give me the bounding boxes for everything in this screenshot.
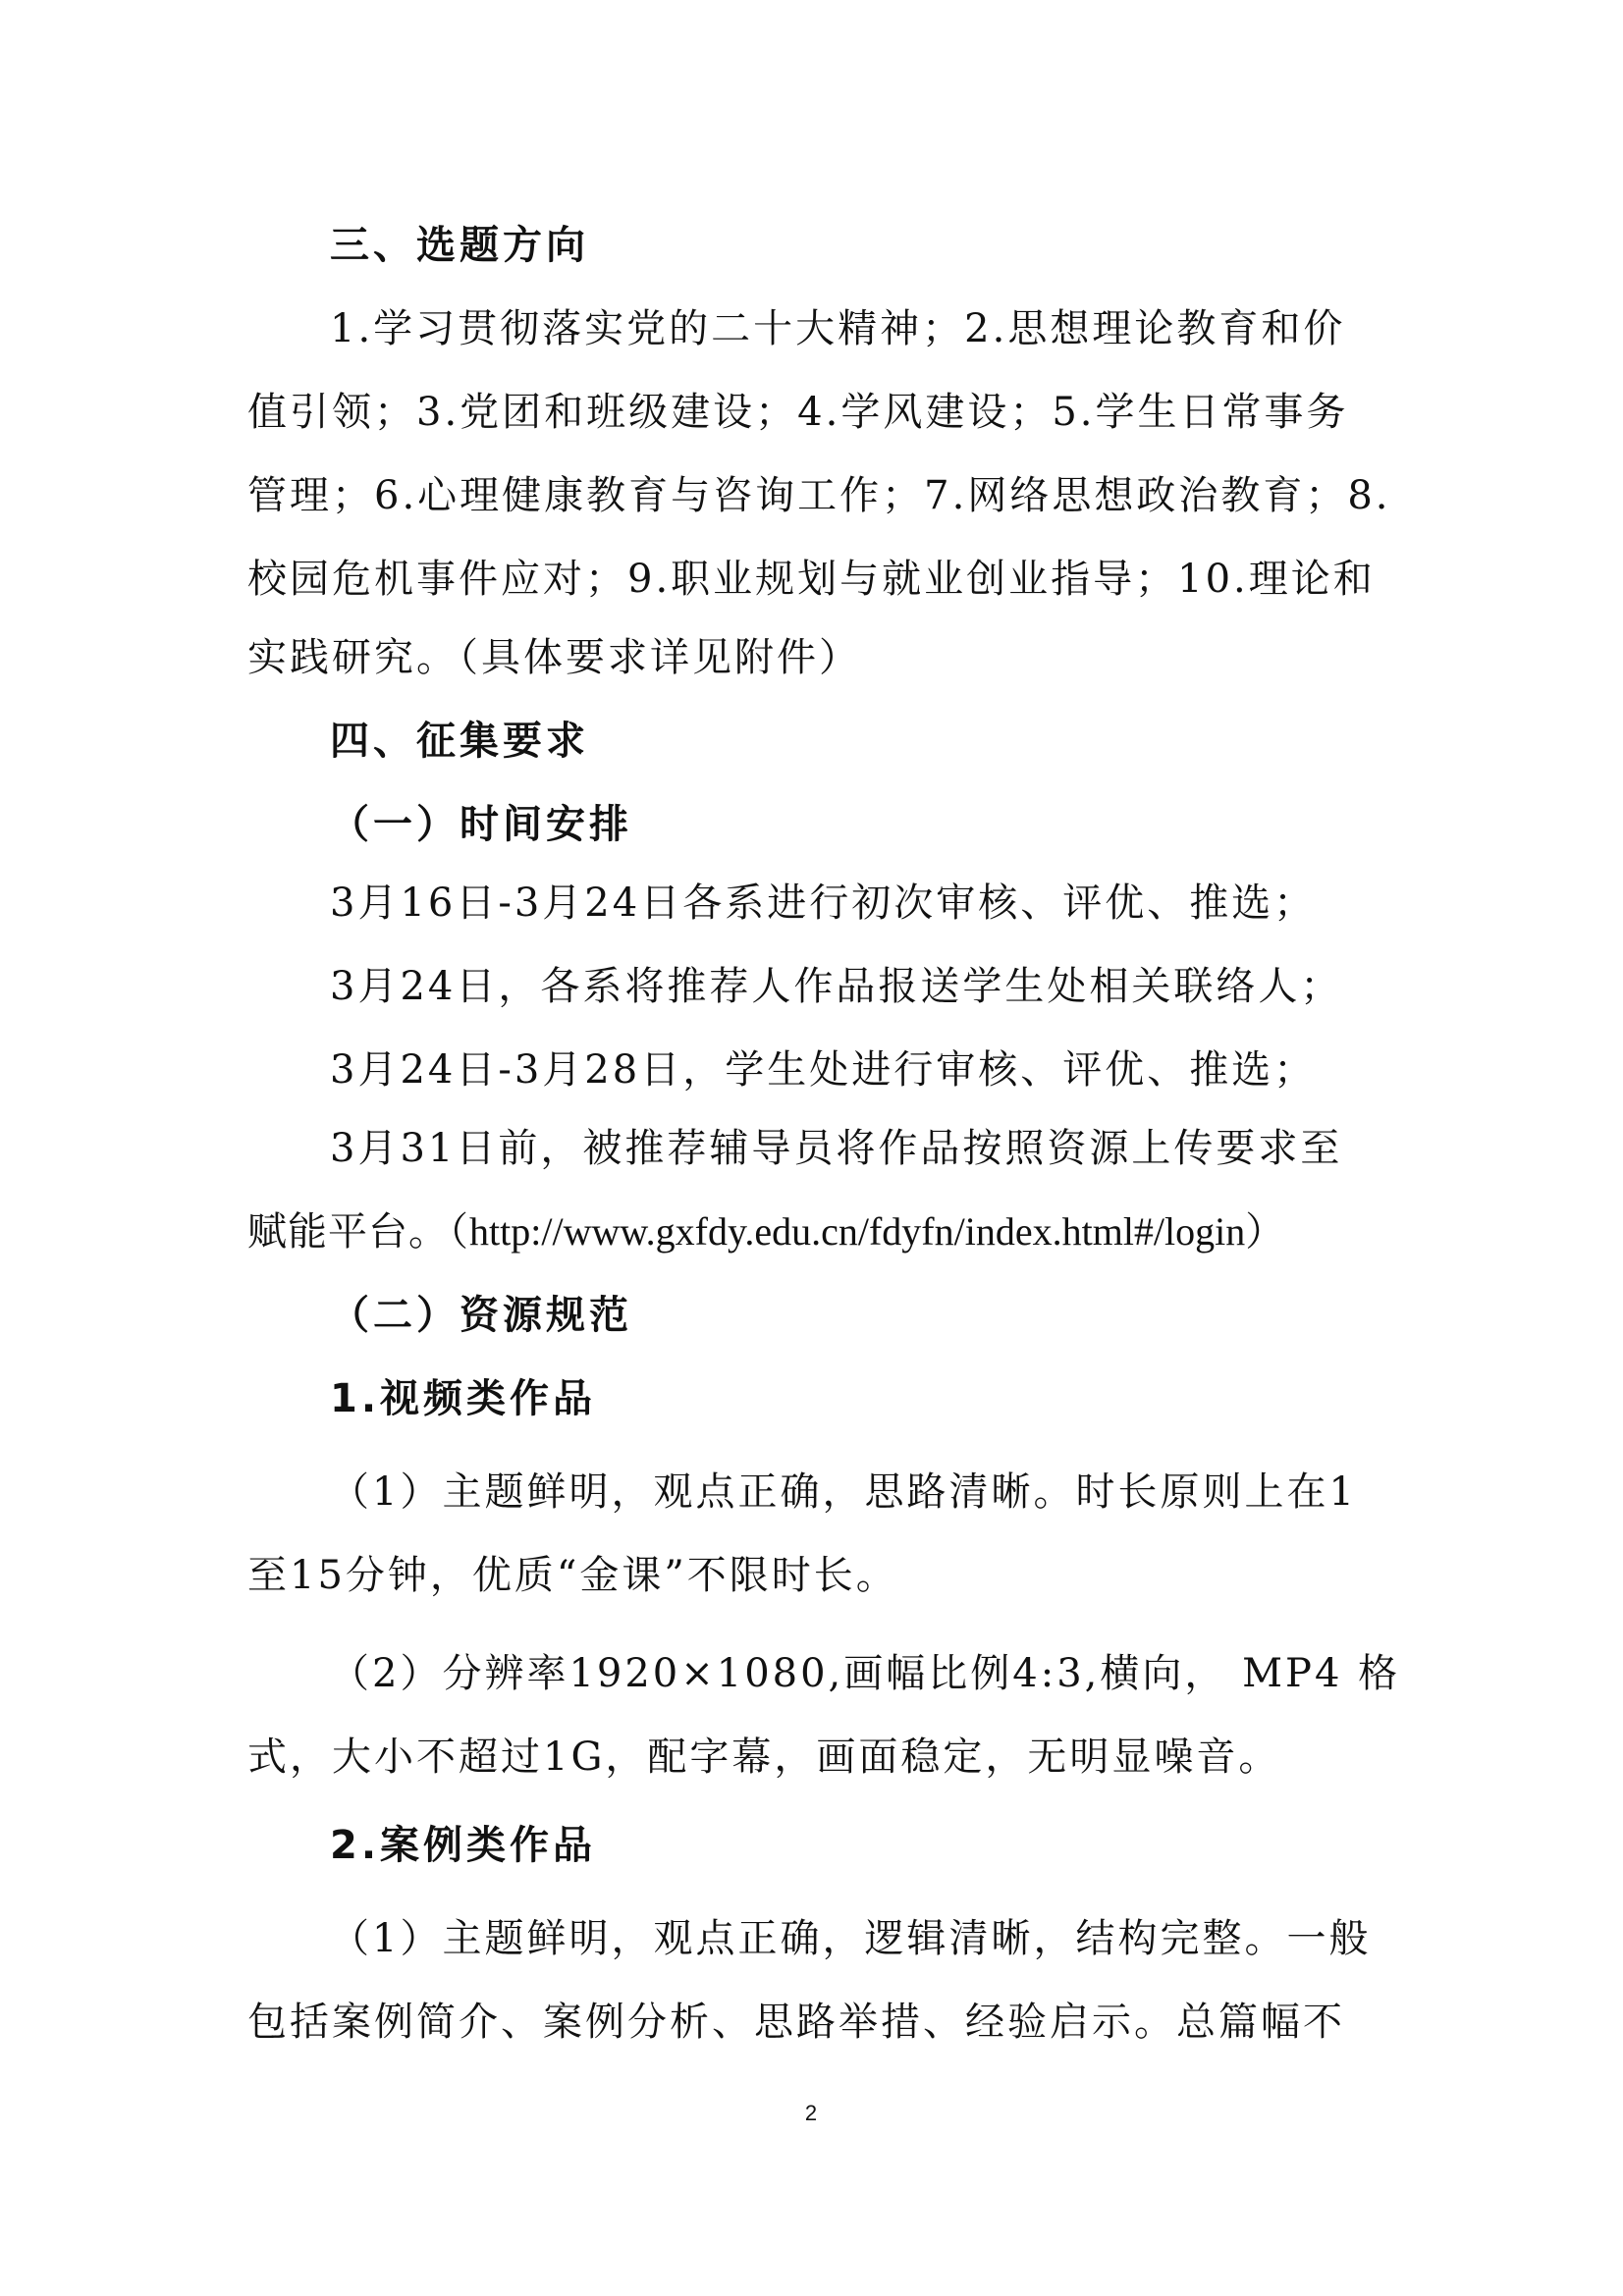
schedule-line: 3月31日前，被推荐辅导员将作品按照资源上传要求至 xyxy=(330,1126,1343,1171)
section-heading-collection-requirements: 四、征集要求 xyxy=(330,719,589,764)
paragraph-line: 1.学习贯彻落实党的二十大精神；2.思想理论教育和价 xyxy=(330,306,1346,351)
platform-prefix: 赋能平台。（ xyxy=(247,1209,469,1255)
paragraph-line: 至15分钟，优质“金课”不限时长。 xyxy=(247,1553,898,1598)
schedule-line: 3月24日，各系将推荐人作品报送学生处相关联络人； xyxy=(330,964,1343,1009)
subsection-heading-schedule: （一）时间安排 xyxy=(330,802,632,847)
section-heading-topic-direction: 三、选题方向 xyxy=(330,223,589,268)
page-number: 2 xyxy=(804,2101,818,2125)
subsection-heading-resource-specs: （二）资源规范 xyxy=(330,1293,632,1338)
schedule-line: 3月16日-3月24日各系进行初次审核、评优、推选； xyxy=(330,881,1317,926)
paragraph-line: 包括案例简介、案例分析、思路举措、经验启示。总篇幅不 xyxy=(247,2000,1345,2045)
paragraph-line: （1）主题鲜明，观点正确，思路清晰。时长原则上在1 xyxy=(330,1469,1357,1515)
platform-link-line xyxy=(247,1198,1386,1266)
paragraph-line: 实践研究。（具体要求详见附件） xyxy=(247,635,861,680)
paragraph-line: 管理；6.心理健康教育与咨询工作；7.网络思想政治教育；8. xyxy=(247,473,1391,518)
paragraph-line: （2）分辨率1920×1080,画幅比例4:3,横向， MP4 格 xyxy=(330,1651,1401,1696)
paragraph-line: （1）主题鲜明，观点正确，逻辑清晰，结构完整。一般 xyxy=(330,1916,1372,1961)
platform-url-link[interactable]: http://www.gxfdy.edu.cn/fdyfn/index.html#/login xyxy=(469,1209,1246,1254)
item-heading-video-works: 1.视频类作品 xyxy=(330,1376,597,1421)
paragraph-line: 式，大小不超过1G，配字幕，画面稳定，无明显噪音。 xyxy=(247,1735,1281,1780)
item-heading-case-works: 2.案例类作品 xyxy=(330,1823,597,1868)
paragraph-line: 值引领；3.党团和班级建设；4.学风建设；5.学生日常事务 xyxy=(247,390,1349,435)
platform-suffix: ） xyxy=(1245,1209,1286,1255)
schedule-line: 3月24日-3月28日，学生处进行审核、评优、推选； xyxy=(330,1047,1317,1093)
paragraph-line: 校园危机事件应对；9.职业规划与就业创业指导；10.理论和 xyxy=(247,557,1376,602)
